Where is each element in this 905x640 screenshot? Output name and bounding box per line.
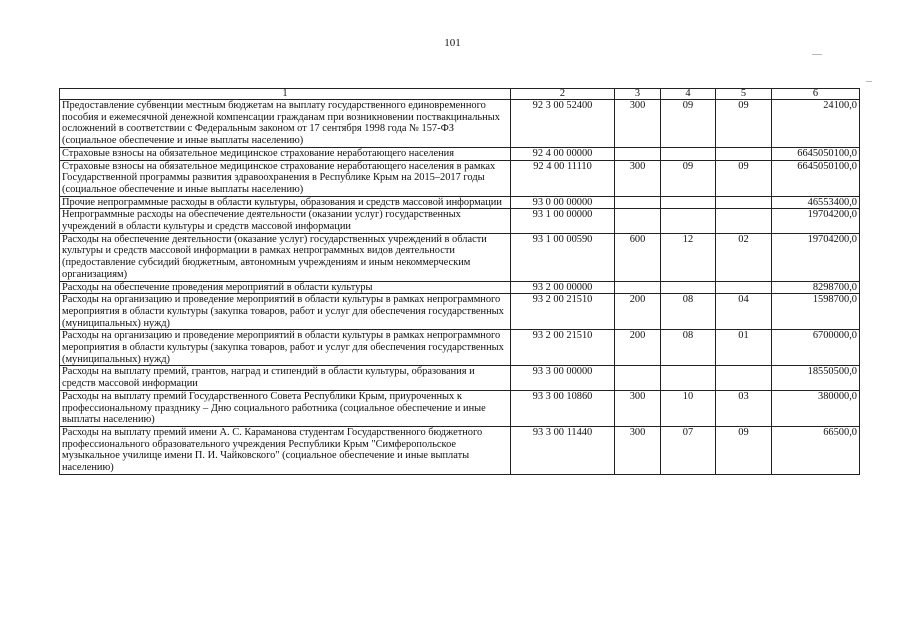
header-cell-subsection: 5 [716, 89, 772, 100]
cell-target-code: 92 4 00 11110 [511, 160, 615, 196]
cell-section: 09 [661, 100, 716, 148]
cell-expense-type: 200 [615, 330, 661, 366]
scan-speck [866, 81, 872, 82]
cell-subsection: 03 [716, 390, 772, 426]
cell-target-code: 93 3 00 11440 [511, 426, 615, 474]
cell-section: 07 [661, 426, 716, 474]
cell-amount: 6645050100,0 [772, 147, 860, 160]
cell-subsection: 09 [716, 100, 772, 148]
cell-amount: 66500,0 [772, 426, 860, 474]
cell-target-code: 92 3 00 52400 [511, 100, 615, 148]
cell-expense-type [615, 196, 661, 209]
cell-description: Предоставление субвенции местным бюджетам на выплату государственного единовременного пособия и ежемесячной денежной компенсации гражданам при возникновении поствакцинальных осложнений в соответствии с Федеральным законом от 17 сентября 1998 года № 157-ФЗ (социальное обеспечение и иные выплаты населению) [60, 100, 511, 148]
cell-section: 08 [661, 330, 716, 366]
budget-table-body [60, 89, 860, 475]
cell-subsection [716, 209, 772, 233]
cell-expense-type: 300 [615, 100, 661, 148]
cell-description: Расходы на обеспечение деятельности (оказание услуг) государственных учреждений в области культуры и средств массовой информации в рамках непрограммных видов деятельности (предоставление субсидий бюджетным, автономным учреждениям и иным некоммерческим организациям) [60, 233, 511, 281]
cell-subsection: 09 [716, 160, 772, 196]
cell-description: Страховые взносы на обязательное медицинское страхование неработающего населения [60, 147, 511, 160]
cell-section [661, 147, 716, 160]
header-cell-description: 1 [60, 89, 511, 100]
cell-expense-type [615, 281, 661, 294]
cell-section [661, 209, 716, 233]
cell-subsection [716, 147, 772, 160]
cell-description: Расходы на обеспечение проведения мероприятий в области культуры [60, 281, 511, 294]
scan-speck [812, 54, 822, 55]
table-row [60, 294, 860, 330]
cell-expense-type: 300 [615, 426, 661, 474]
cell-subsection: 04 [716, 294, 772, 330]
table-header-row [60, 89, 860, 100]
budget-table [59, 88, 860, 475]
cell-expense-type [615, 147, 661, 160]
cell-amount: 6645050100,0 [772, 160, 860, 196]
cell-expense-type: 200 [615, 294, 661, 330]
cell-subsection [716, 281, 772, 294]
cell-section [661, 366, 716, 390]
cell-amount: 380000,0 [772, 390, 860, 426]
cell-section: 10 [661, 390, 716, 426]
cell-target-code: 93 3 00 00000 [511, 366, 615, 390]
header-cell-code: 2 [511, 89, 615, 100]
cell-description: Прочие непрограммные расходы в области культуры, образования и средств массовой информации [60, 196, 511, 209]
cell-section [661, 281, 716, 294]
cell-target-code: 93 2 00 21510 [511, 294, 615, 330]
table-row [60, 426, 860, 474]
cell-amount: 46553400,0 [772, 196, 860, 209]
cell-subsection [716, 366, 772, 390]
cell-description: Расходы на выплату премий Государственного Совета Республики Крым, приуроченных к профессиональному празднику – Дню социального работника (социальное обеспечение и иные выплаты населению) [60, 390, 511, 426]
table-row [60, 366, 860, 390]
cell-expense-type: 300 [615, 390, 661, 426]
cell-amount: 1598700,0 [772, 294, 860, 330]
cell-section [661, 196, 716, 209]
cell-description: Непрограммные расходы на обеспечение деятельности (оказании услуг) государственных учреждений в области культуры и средств массовой информации [60, 209, 511, 233]
cell-subsection: 02 [716, 233, 772, 281]
cell-expense-type [615, 366, 661, 390]
table-row [60, 281, 860, 294]
table-row [60, 233, 860, 281]
table-row [60, 209, 860, 233]
cell-description: Расходы на организацию и проведение мероприятий в области культуры в рамках непрограммного мероприятия в области культуры (закупка товаров, работ и услуг для обеспечения государственных (муниципальных) нужд) [60, 330, 511, 366]
cell-amount: 19704200,0 [772, 233, 860, 281]
cell-description: Расходы на выплату премий имени А. С. Караманова студентам Государственного бюджетного профессионального образовательного учреждения Республики Крым "Симферопольское музыкальное училище имени П. И. Чайковского" (социальное обеспечение и иные выплаты населению) [60, 426, 511, 474]
cell-expense-type [615, 209, 661, 233]
table-row [60, 390, 860, 426]
cell-amount: 18550500,0 [772, 366, 860, 390]
cell-target-code: 93 0 00 00000 [511, 196, 615, 209]
cell-target-code: 93 2 00 21510 [511, 330, 615, 366]
cell-amount: 6700000,0 [772, 330, 860, 366]
cell-section: 08 [661, 294, 716, 330]
cell-expense-type: 600 [615, 233, 661, 281]
cell-target-code: 92 4 00 00000 [511, 147, 615, 160]
table-row [60, 160, 860, 196]
table-row [60, 330, 860, 366]
cell-amount: 24100,0 [772, 100, 860, 148]
page-number: 101 [444, 37, 461, 49]
cell-target-code: 93 3 00 10860 [511, 390, 615, 426]
cell-description: Расходы на выплату премий, грантов, наград и стипендий в области культуры, образования и средств массовой информации [60, 366, 511, 390]
cell-section: 12 [661, 233, 716, 281]
cell-description: Расходы на организацию и проведение мероприятий в области культуры в рамках непрограммного мероприятия в области культуры (закупка товаров, работ и услуг для обеспечения государственных (муниципальных) нужд) [60, 294, 511, 330]
cell-target-code: 93 2 00 00000 [511, 281, 615, 294]
cell-section: 09 [661, 160, 716, 196]
cell-target-code: 93 1 00 00000 [511, 209, 615, 233]
header-cell-amount: 6 [772, 89, 860, 100]
cell-subsection: 01 [716, 330, 772, 366]
cell-subsection: 09 [716, 426, 772, 474]
table-row [60, 196, 860, 209]
header-cell-expense-type: 3 [615, 89, 661, 100]
cell-subsection [716, 196, 772, 209]
table-row [60, 147, 860, 160]
table-row [60, 100, 860, 148]
header-cell-section: 4 [661, 89, 716, 100]
cell-description: Страховые взносы на обязательное медицинское страхование неработающего населения в рамках Государственной программы развития здравоохранения в Республике Крым на 2015–2017 годы (социальное обеспечение и иные выплаты населению) [60, 160, 511, 196]
cell-amount: 8298700,0 [772, 281, 860, 294]
cell-expense-type: 300 [615, 160, 661, 196]
cell-target-code: 93 1 00 00590 [511, 233, 615, 281]
cell-amount: 19704200,0 [772, 209, 860, 233]
